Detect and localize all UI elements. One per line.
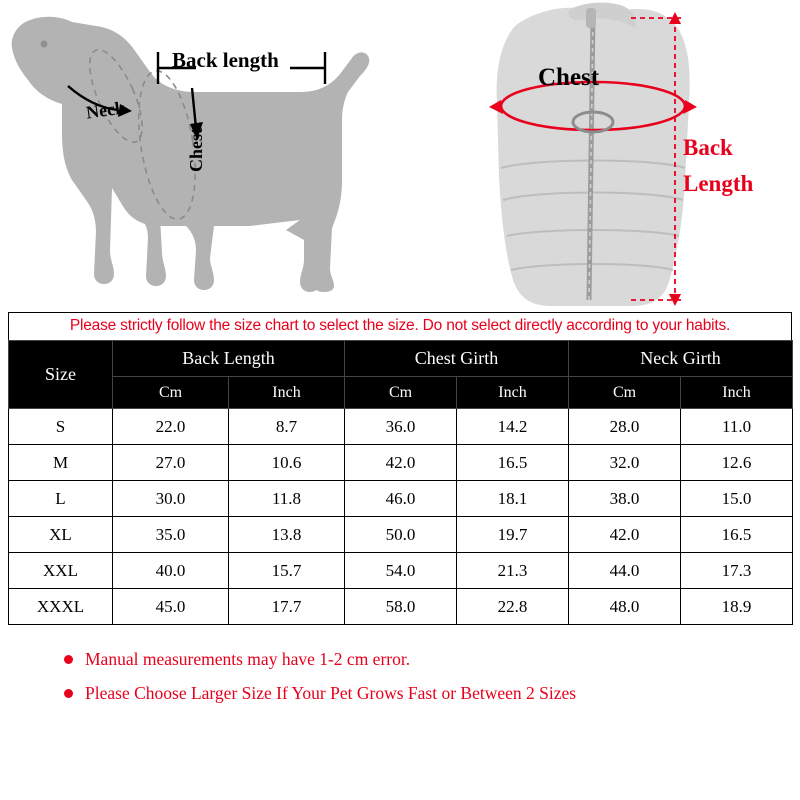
cell-chest-cm: 46.0 (345, 481, 457, 517)
header-chest-girth: Chest Girth (345, 341, 569, 377)
footnotes (64, 649, 800, 704)
footnote-text: Manual measurements may have 1-2 cm error. (85, 649, 411, 669)
table-row (9, 409, 793, 445)
cell-neck-inch: 16.5 (681, 517, 793, 553)
table-body (9, 409, 793, 625)
cell-size: XXXL (9, 589, 113, 625)
header-unit-inch-3: Inch (681, 377, 793, 409)
cell-neck-inch: 11.0 (681, 409, 793, 445)
cell-chest-inch: 14.2 (457, 409, 569, 445)
header-unit-cm-3: Cm (569, 377, 681, 409)
header-size: Size (9, 341, 113, 409)
header-neck-girth: Neck Girth (569, 341, 793, 377)
cell-chest-cm: 36.0 (345, 409, 457, 445)
table-row (9, 589, 793, 625)
dog-eye (41, 41, 48, 48)
vest-chest-label: Chest (538, 64, 600, 91)
cell-neck-cm: 28.0 (569, 409, 681, 445)
header-unit-inch-2: Inch (457, 377, 569, 409)
table-row (9, 481, 793, 517)
cell-size: L (9, 481, 113, 517)
cell-neck-cm: 42.0 (569, 517, 681, 553)
table-header (9, 341, 793, 409)
cell-back-cm: 45.0 (113, 589, 229, 625)
vest-zipper-pull (586, 8, 596, 28)
vest-diagram (455, 0, 800, 312)
cell-back-cm: 27.0 (113, 445, 229, 481)
illustration-area (0, 0, 800, 312)
header-back-length: Back Length (113, 341, 345, 377)
cell-chest-cm: 42.0 (345, 445, 457, 481)
table-row (9, 553, 793, 589)
size-table-wrap (8, 340, 792, 625)
cell-size: S (9, 409, 113, 445)
cell-chest-inch: 22.8 (457, 589, 569, 625)
cell-back-inch: 15.7 (229, 553, 345, 589)
cell-back-inch: 13.8 (229, 517, 345, 553)
dog-diagram (0, 0, 455, 312)
cell-chest-inch: 19.7 (457, 517, 569, 553)
dog-neck-label: Neck (84, 97, 127, 123)
cell-neck-inch: 17.3 (681, 553, 793, 589)
cell-neck-inch: 15.0 (681, 481, 793, 517)
cell-size: XL (9, 517, 113, 553)
cell-chest-inch: 21.3 (457, 553, 569, 589)
vest-chest-arrow-left (489, 100, 503, 114)
footnote-text: Please Choose Larger Size If Your Pet Grows Fast or Between 2 Sizes (85, 683, 577, 703)
cell-neck-inch: 12.6 (681, 445, 793, 481)
cell-back-cm: 35.0 (113, 517, 229, 553)
vest-back-length-label: Back Length (683, 135, 754, 196)
cell-chest-inch: 18.1 (457, 481, 569, 517)
cell-chest-cm: 50.0 (345, 517, 457, 553)
cell-back-inch: 10.6 (229, 445, 345, 481)
cell-size: XXL (9, 553, 113, 589)
footnote-item (64, 649, 800, 670)
size-notice: Please strictly follow the size chart to select the size. Do not select directly according to your habits. (8, 312, 792, 340)
table-row (9, 517, 793, 553)
bullet-icon (64, 689, 73, 698)
cell-back-cm: 40.0 (113, 553, 229, 589)
cell-back-cm: 30.0 (113, 481, 229, 517)
header-unit-cm-1: Cm (113, 377, 229, 409)
cell-back-inch: 8.7 (229, 409, 345, 445)
cell-neck-cm: 32.0 (569, 445, 681, 481)
cell-back-inch: 11.8 (229, 481, 345, 517)
table-row (9, 445, 793, 481)
cell-neck-cm: 38.0 (569, 481, 681, 517)
table-header-group-row (9, 341, 793, 377)
dog-chest-label: Chest (186, 128, 206, 172)
header-unit-inch-1: Inch (229, 377, 345, 409)
header-unit-cm-2: Cm (345, 377, 457, 409)
size-table (8, 340, 793, 625)
cell-back-inch: 17.7 (229, 589, 345, 625)
cell-size: M (9, 445, 113, 481)
cell-chest-inch: 16.5 (457, 445, 569, 481)
table-header-unit-row (9, 377, 793, 409)
bullet-icon (64, 655, 73, 664)
cell-neck-cm: 44.0 (569, 553, 681, 589)
dog-back-length-label: Back length (172, 48, 279, 72)
dog-silhouette-svg (0, 0, 455, 312)
cell-neck-inch: 18.9 (681, 589, 793, 625)
cell-chest-cm: 58.0 (345, 589, 457, 625)
vest-chest-arrow-right (683, 100, 697, 114)
cell-chest-cm: 54.0 (345, 553, 457, 589)
cell-neck-cm: 48.0 (569, 589, 681, 625)
cell-back-cm: 22.0 (113, 409, 229, 445)
footnote-item (64, 683, 800, 704)
